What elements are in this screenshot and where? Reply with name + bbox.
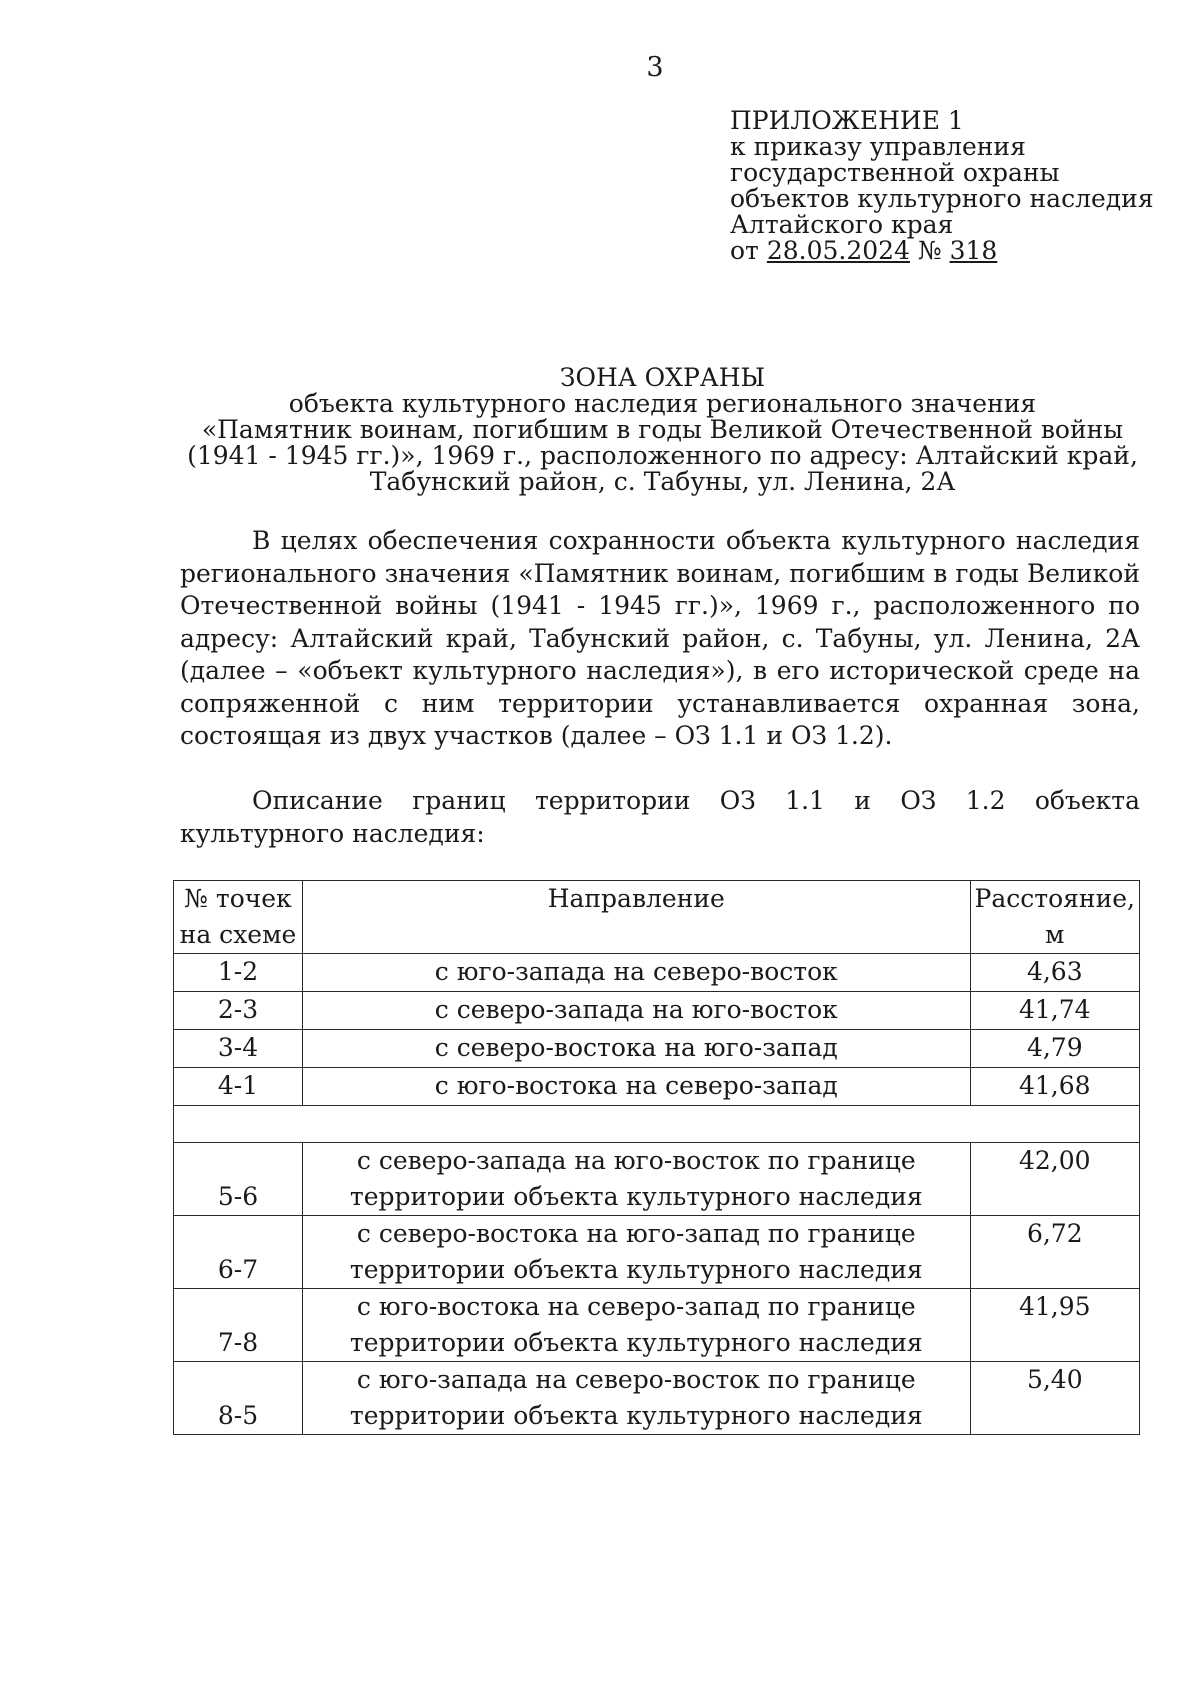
cell-distance: 41,68 <box>970 1068 1139 1106</box>
direction-line-1: с юго-запада на северо-восток по границе <box>356 1365 916 1394</box>
table-row <box>174 1289 1140 1362</box>
cell-points: 6-7 <box>174 1216 303 1289</box>
direction-line-2: территории объекта культурного наследия <box>349 1401 923 1430</box>
table-row <box>174 1216 1140 1289</box>
cell-distance: 4,63 <box>970 954 1139 992</box>
table-header-row <box>174 881 1140 954</box>
header-points <box>174 881 303 954</box>
description-paragraph: Описание границ территории ОЗ 1.1 и ОЗ 1.2 объекта культурного наследия: <box>180 786 1140 848</box>
cell-distance: 41,74 <box>970 992 1139 1030</box>
date-prefix: от <box>730 236 759 265</box>
header-distance <box>970 881 1139 954</box>
table-row <box>174 1030 1140 1068</box>
zone-title-line-2: «Памятник воинам, погибшим в годы Великой Отечественной войны <box>201 415 1124 444</box>
direction-line-1: с северо-запада на юго-восток по границе <box>356 1146 916 1175</box>
cell-points: 4-1 <box>174 1068 303 1106</box>
cell-distance: 41,95 <box>970 1289 1139 1362</box>
cell-points: 7-8 <box>174 1289 303 1362</box>
table-row <box>174 992 1140 1030</box>
direction-line-2: территории объекта культурного наследия <box>349 1328 923 1357</box>
header-distance-line-2: м <box>1045 920 1065 949</box>
direction-line-2: территории объекта культурного наследия <box>349 1255 923 1284</box>
zone-title-line-3: (1941 - 1945 гг.)», 1969 г., расположенного по адресу: Алтайский край, <box>187 441 1138 470</box>
table-separator-row <box>174 1106 1140 1143</box>
page-number: 3 <box>646 52 664 83</box>
cell-distance: 5,40 <box>970 1362 1139 1435</box>
separator-cell <box>174 1106 1140 1143</box>
appendix-header <box>730 108 1154 264</box>
cell-direction: с северо-запада на юго-восток <box>303 992 971 1030</box>
appendix-line-2: государственной охраны <box>730 158 1060 187</box>
cell-points: 5-6 <box>174 1143 303 1216</box>
table-row <box>174 1068 1140 1106</box>
appendix-title: ПРИЛОЖЕНИЕ 1 <box>730 106 964 135</box>
cell-points: 8-5 <box>174 1362 303 1435</box>
cell-distance: 4,79 <box>970 1030 1139 1068</box>
cell-distance: 6,72 <box>970 1216 1139 1289</box>
cell-direction <box>303 1143 971 1216</box>
cell-direction: с северо-востока на юго-запад <box>303 1030 971 1068</box>
direction-line-1: с северо-востока на юго-запад по границе <box>356 1219 916 1248</box>
table-row <box>174 1362 1140 1435</box>
zone-title <box>0 365 1200 495</box>
cell-direction <box>303 1289 971 1362</box>
order-number: 318 <box>949 236 998 265</box>
direction-line-1: с юго-востока на северо-запад по границе <box>356 1292 916 1321</box>
appendix-date-line <box>730 238 1154 264</box>
table-row <box>174 954 1140 992</box>
cell-points: 3-4 <box>174 1030 303 1068</box>
table-row <box>174 1143 1140 1216</box>
order-date: 28.05.2024 <box>766 236 910 265</box>
cell-direction <box>303 1216 971 1289</box>
appendix-line-4: Алтайского края <box>730 210 954 239</box>
header-distance-line-1: Расстояние, <box>974 884 1135 913</box>
cell-direction: с юго-востока на северо-запад <box>303 1068 971 1106</box>
appendix-line-3: объектов культурного наследия <box>730 184 1154 213</box>
zone-title-line-1: объекта культурного наследия регионального значения <box>288 389 1037 418</box>
header-points-line-1: № точек <box>184 884 292 913</box>
cell-points: 1-2 <box>174 954 303 992</box>
header-direction: Направление <box>303 881 971 954</box>
cell-points: 2-3 <box>174 992 303 1030</box>
header-points-line-2: на схеме <box>179 920 297 949</box>
direction-line-2: территории объекта культурного наследия <box>349 1182 923 1211</box>
boundary-table <box>173 880 1140 1435</box>
number-prefix: № <box>917 236 942 265</box>
zone-title-main: ЗОНА ОХРАНЫ <box>559 363 766 392</box>
cell-direction <box>303 1362 971 1435</box>
cell-direction: с юго-запада на северо-восток <box>303 954 971 992</box>
cell-distance: 42,00 <box>970 1143 1139 1216</box>
appendix-line-1: к приказу управления <box>730 132 1026 161</box>
body-paragraph: В целях обеспечения сохранности объекта культурного наследия регионального значения «Памятник воинам, погибшим в годы Великой Отечественной войны (1941 - 1945 гг.)», 1969 г., расположенного по адресу: Алтайский край, Табунский район, с. Табуны, ул. Ленина, 2А (далее – «объект культурного наследия»), в его исторической среде на сопряженной с ним территории устанавливается охранная зона, состоящая из двух участков (далее – ОЗ 1.1 и ОЗ 1.2). <box>180 526 1140 750</box>
zone-title-line-4: Табунский район, с. Табуны, ул. Ленина, 2А <box>369 467 956 496</box>
